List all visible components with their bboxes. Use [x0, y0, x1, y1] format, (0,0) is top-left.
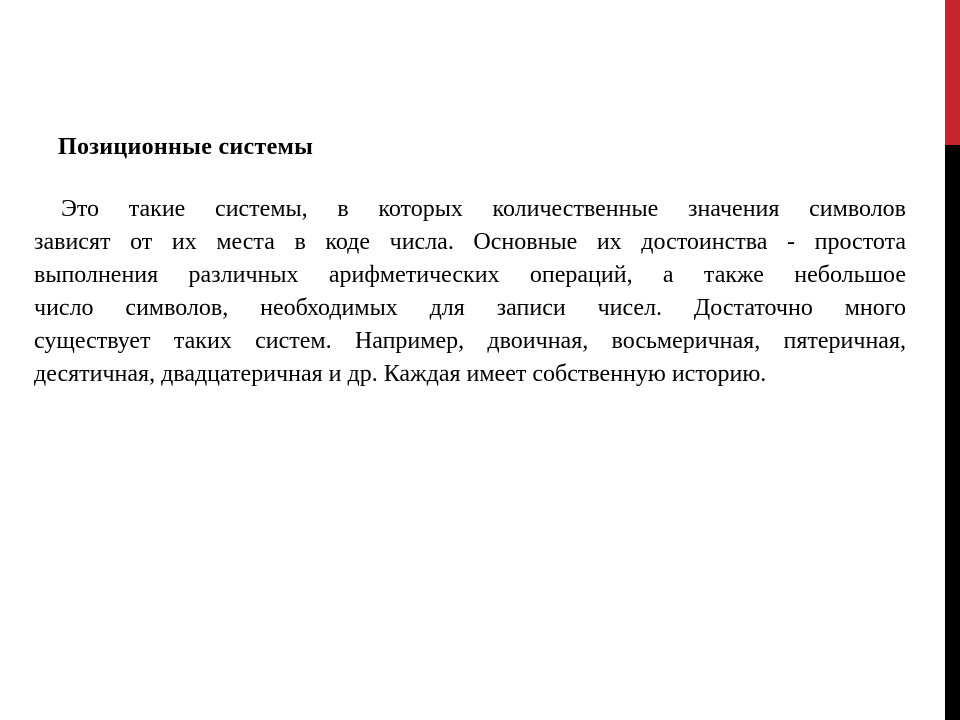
paragraph-line: Это такие системы, в которых количественные значения символов: [61, 196, 906, 222]
paragraph-line: зависят от их места в коде числа. Основные их достоинства - простота: [34, 229, 906, 255]
black-accent-bar: [945, 145, 960, 720]
paragraph-line: существует таких систем. Например, двоичная, восьмеричная, пятеричная,: [34, 328, 906, 354]
red-accent-bar: [945, 0, 960, 145]
paragraph-line: выполнения различных арифметических операций, а также небольшое: [34, 262, 906, 288]
paragraph-line: число символов, необходимых для записи чисел. Достаточно много: [34, 295, 906, 321]
paragraph-line: десятичная, двадцатеричная и др. Каждая имеет собственную историю.: [34, 361, 767, 387]
slide-body-paragraph: [34, 193, 906, 391]
slide-title: Позиционные системы: [58, 134, 314, 160]
right-edge-accent-bar: [945, 0, 960, 720]
